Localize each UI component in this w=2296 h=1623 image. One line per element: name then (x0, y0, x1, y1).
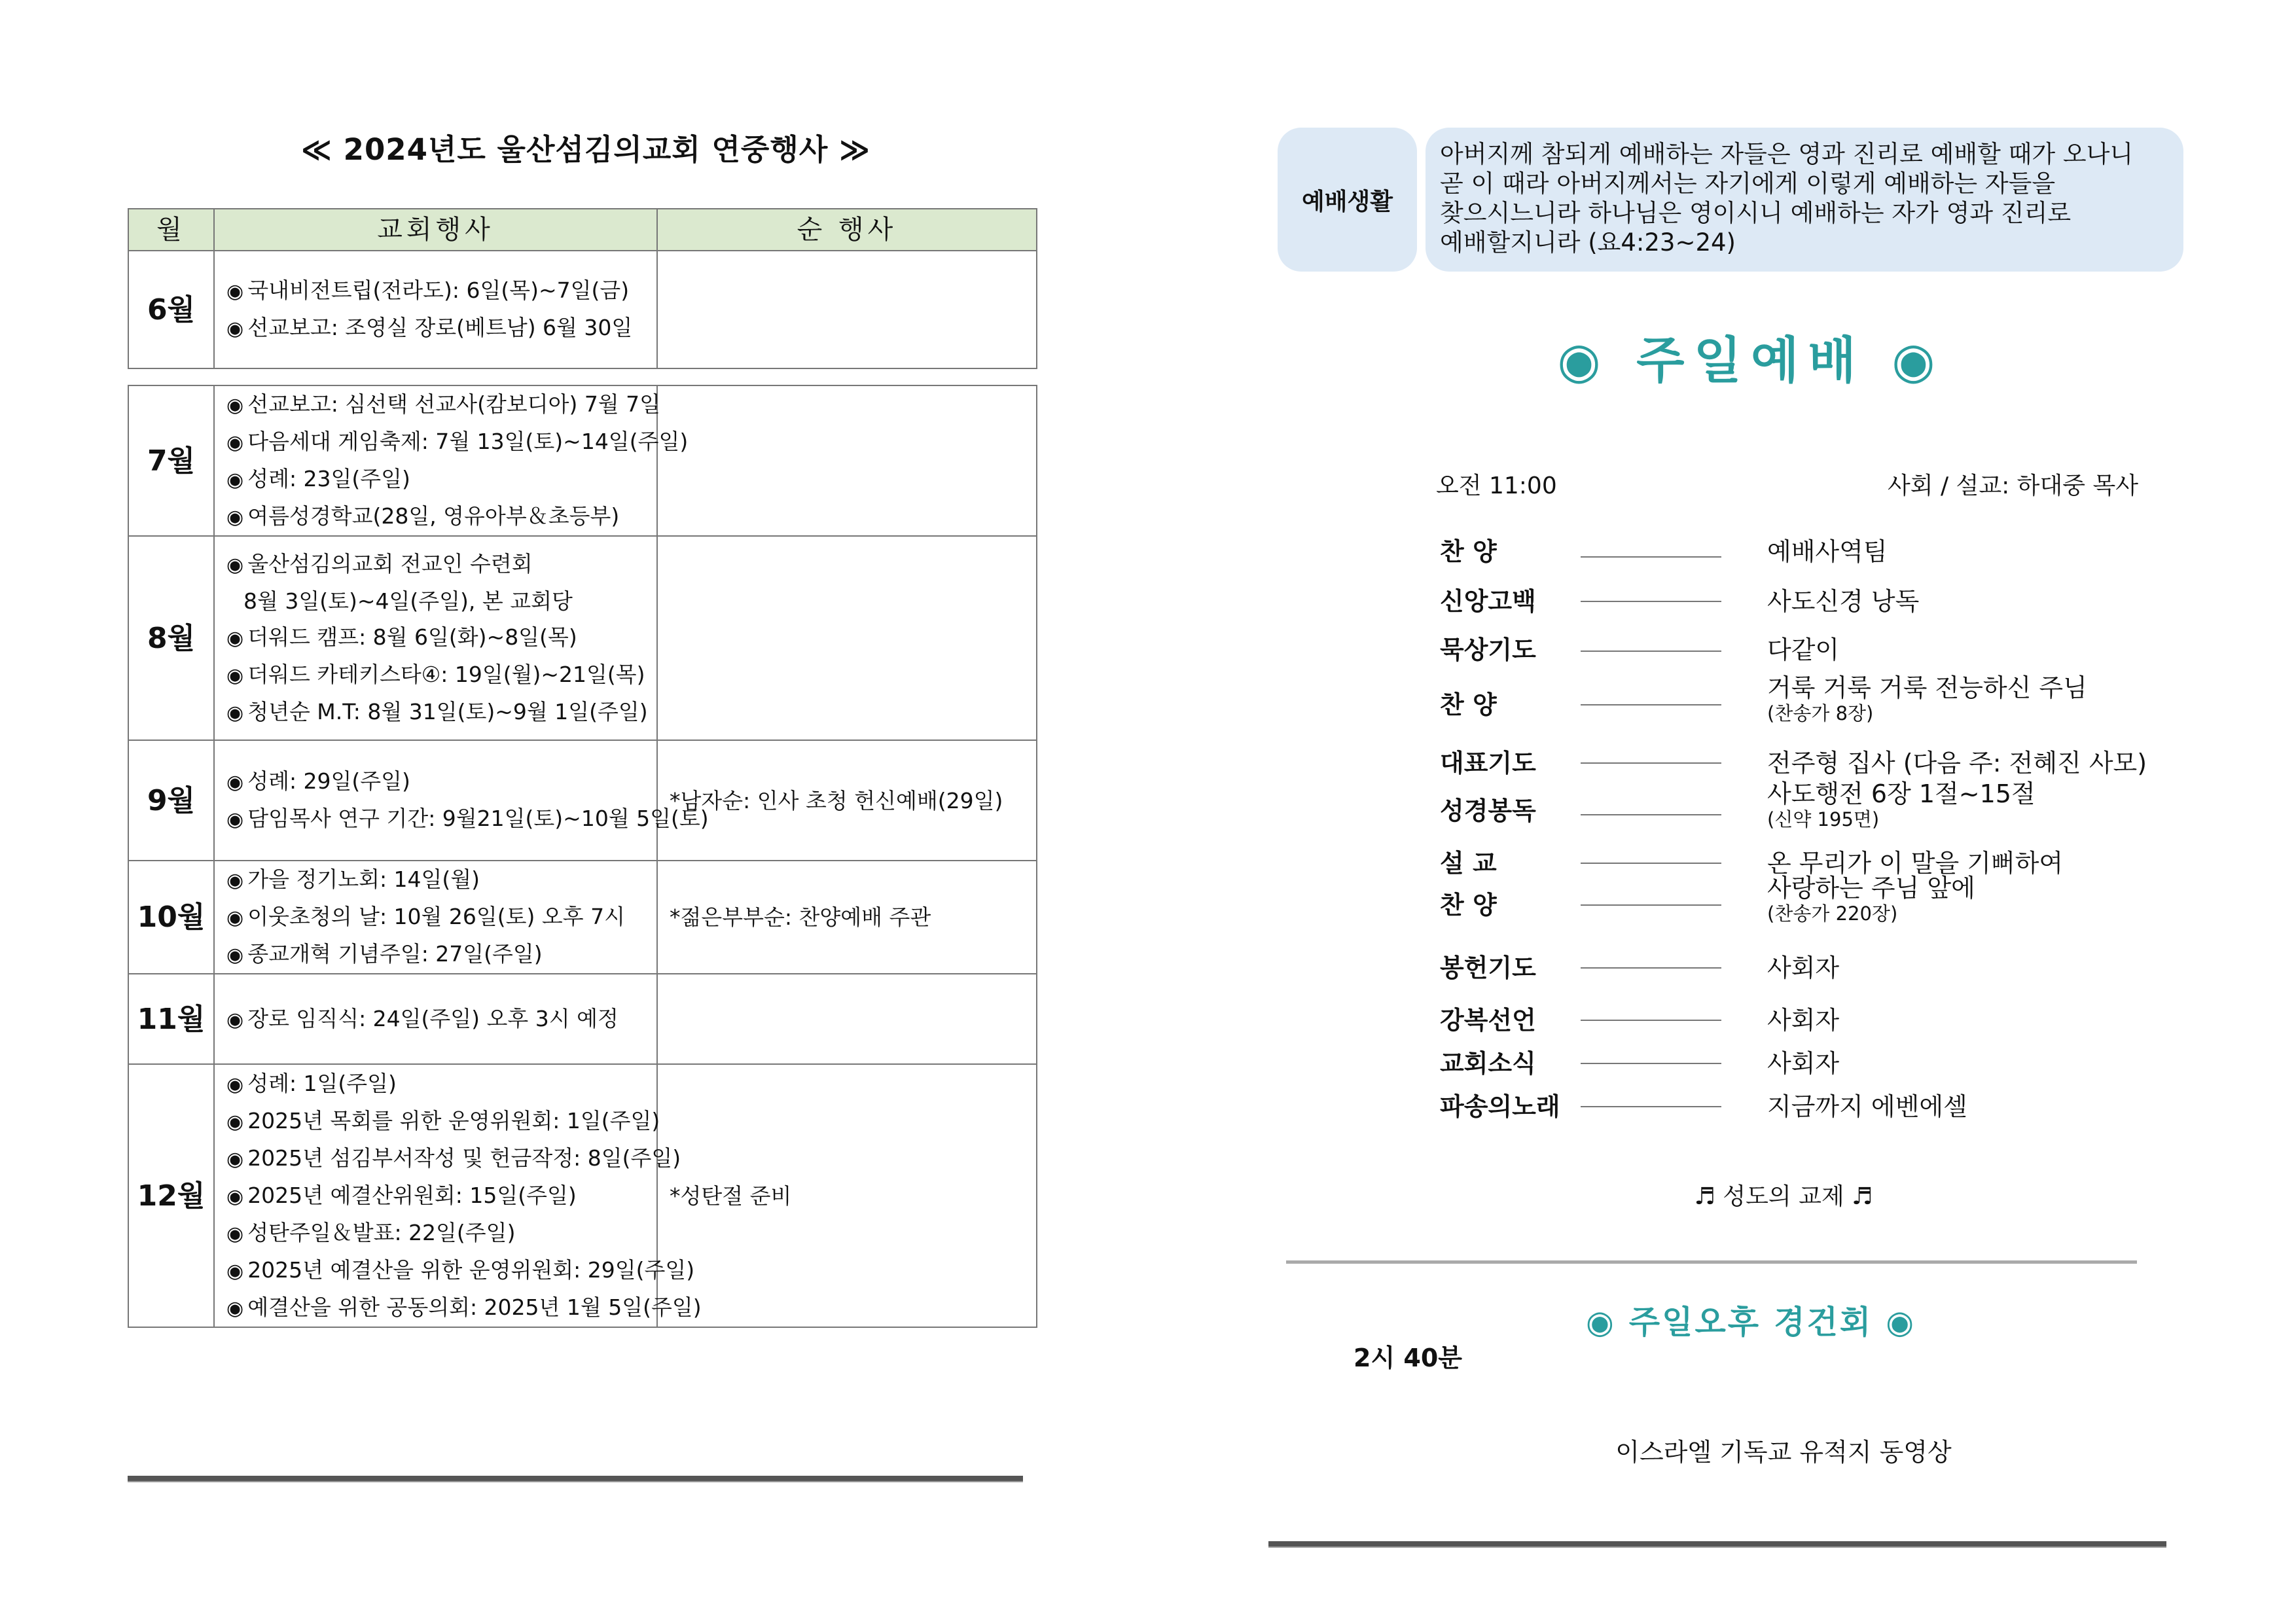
event-line (226, 1289, 702, 1327)
scripture-verse (1426, 128, 2183, 272)
sunday-worship-title: ◉ 주일예배 ◉ (1557, 331, 1945, 389)
order-item-leader-line (1581, 704, 1721, 705)
bullet-icon: ◉ (226, 1147, 244, 1171)
worship-life-tag (1278, 128, 1417, 272)
order-item-leader-line (1581, 1106, 1721, 1107)
event-text: 선교보고: 조영실 장로(베트남) 6월 30일 (247, 315, 633, 340)
order-item-value: 지금까지 에벤에셀 (1767, 1092, 1967, 1121)
event-text: 담임목사 연구 기간: 9월21일(토)~10월 5일(토) (247, 806, 709, 831)
event-text: 성례: 29일(주일) (247, 768, 410, 794)
event-line (226, 498, 656, 535)
event-line (226, 272, 656, 310)
event-text: 장로 임직식: 24일(주일) 오후 3시 예정 (247, 1005, 619, 1031)
order-item-label: 강복선언 (1440, 1006, 1536, 1035)
order-item-value: 사회자 (1767, 1006, 1840, 1035)
table-row (128, 1064, 1037, 1327)
worship-time: 오전 11:00 (1436, 473, 1557, 499)
bullet-icon: ◉ (226, 469, 244, 491)
event-text: 종교개혁 기념주일: 27일(주일) (247, 941, 543, 967)
order-item-leader-line (1581, 814, 1721, 815)
event-line (226, 310, 656, 347)
event-line (226, 694, 656, 731)
events-cell (214, 861, 657, 974)
order-item-leader-line (1581, 601, 1721, 602)
afternoon-service-time: 2시 40분 (1354, 1344, 1462, 1372)
order-item-label: 봉헌기도 (1440, 954, 1536, 982)
event-line (226, 461, 656, 498)
event-text: 이웃초청의 날: 10월 26일(토) 오후 7시 (247, 904, 626, 929)
event-text: 2025년 예결산위원회: 15일(주일) (247, 1182, 577, 1208)
event-line (226, 899, 656, 936)
order-item-label: 찬 양 (1440, 891, 1497, 919)
month-cell: 8월 (128, 536, 214, 740)
order-item-label: 교회소식 (1440, 1049, 1536, 1078)
group-event-cell: *젊은부부순: 찬양예배 주관 (657, 861, 1037, 974)
order-item-leader-line (1581, 904, 1721, 906)
event-text: 더워드 캠프: 8월 6일(화)~8일(목) (247, 624, 577, 650)
bullet-icon: ◉ (226, 394, 244, 417)
order-item-label: 성경봉독 (1440, 796, 1536, 825)
event-text: 성례: 23일(주일) (247, 466, 410, 491)
bullet-icon: ◉ (226, 944, 244, 967)
bullet-icon: ◉ (226, 1296, 244, 1320)
order-item-leader-line (1581, 863, 1721, 864)
header-group-events: 순 행사 (657, 209, 1037, 251)
event-line (226, 1177, 656, 1215)
order-item-value: 사도행전 6장 1절~15절 (1767, 779, 2036, 808)
events-cell (214, 536, 657, 740)
month-cell: 11월 (128, 974, 214, 1064)
afternoon-service-title: ◉ 주일오후 경건회 ◉ (1585, 1304, 1916, 1341)
order-item-value: 거룩 거룩 거룩 전능하신 주님 (1767, 673, 2087, 702)
event-text: 국내비전트립(전라도): 6일(목)~7일(금) (247, 277, 630, 303)
header-month: 월 (128, 209, 214, 251)
events-cell (214, 740, 709, 861)
month-cell: 10월 (128, 861, 214, 974)
order-item-leader-line (1581, 967, 1721, 969)
table-row (128, 861, 1037, 974)
event-text: 8월 3일(토)~4일(주일), 본 교회당 (243, 588, 573, 614)
event-line (226, 763, 656, 800)
event-line (226, 1252, 695, 1289)
event-line (226, 1103, 660, 1140)
events-cell (214, 385, 689, 536)
worship-leader: 사회 / 설교: 하대중 목사 (1887, 473, 2138, 499)
bullet-icon: ◉ (226, 1008, 244, 1031)
order-item-label: 신앙고백 (1440, 587, 1536, 616)
event-text: 선교보고: 심선택 선교사(캄보디아) 7월 7일 (247, 391, 661, 417)
event-text: 성례: 1일(주일) (247, 1070, 397, 1096)
page-title: ≪ 2024년도 울산섬김의교회 연중행사 ≫ (300, 132, 871, 167)
bottom-divider (1268, 1541, 2166, 1548)
order-item-value: 사도신경 낭독 (1767, 587, 1920, 616)
table-row (128, 251, 1037, 368)
verse-line: 예배할지니라 (요4:23~24) (1440, 228, 1736, 257)
bullet-icon: ◉ (226, 553, 244, 577)
event-text: 2025년 목회를 위한 운영위원회: 1일(주일) (247, 1107, 660, 1133)
event-line (226, 936, 656, 973)
afternoon-video-title: 이스라엘 기독교 유적지 동영상 (1615, 1438, 1952, 1467)
month-cell: 12월 (128, 1064, 214, 1327)
header-church-events: 교회행사 (214, 209, 657, 251)
bullet-icon: ◉ (226, 771, 244, 794)
order-item-value: 다같이 (1767, 635, 1840, 664)
group-event-cell (657, 251, 1037, 368)
verse-line: 찾으시느니라 하나님은 영이시니 예배하는 자가 영과 진리로 (1440, 199, 2072, 227)
order-item-value: 사랑하는 주님 앞에 (1767, 874, 1975, 902)
event-line (226, 1140, 681, 1177)
bullet-icon: ◉ (226, 869, 244, 892)
order-item-label: 파송의노래 (1440, 1092, 1560, 1121)
group-event-cell (657, 536, 1037, 740)
order-item-value: 온 무리가 이 말을 기뻐하여 (1767, 849, 2064, 878)
table-header-row (128, 209, 1037, 251)
table-row (128, 974, 1037, 1064)
order-item-label: 찬 양 (1440, 690, 1497, 719)
bullet-icon: ◉ (226, 808, 244, 831)
order-item-leader-line (1581, 762, 1721, 764)
event-line (226, 656, 656, 694)
month-cell: 6월 (128, 251, 214, 368)
bullet-icon: ◉ (226, 1259, 244, 1283)
bullet-icon: ◉ (226, 1073, 244, 1096)
section-divider (1286, 1260, 2137, 1264)
fellowship-note: ♬ 성도의 교제 ♬ (1694, 1183, 1873, 1210)
order-item-leader-line (1581, 651, 1721, 652)
event-line (226, 546, 656, 583)
verse-line: 아버지께 참되게 예배하는 자들은 영과 진리로 예배할 때가 오나니 (1440, 140, 2134, 168)
events-table-july-december (128, 385, 1037, 1328)
events-cell (214, 974, 657, 1064)
group-event-cell: *남자순: 인사 초청 헌신예배(29일) (657, 740, 1037, 861)
event-text: 다음세대 게임축제: 7월 13일(토)~14일(주일) (247, 429, 689, 454)
event-line (226, 861, 656, 899)
bullet-icon: ◉ (226, 701, 244, 724)
month-cell: 7월 (128, 385, 214, 536)
worship-life-label: 예배생활 (1301, 188, 1393, 215)
event-line (226, 1065, 656, 1103)
group-event-cell: *성탄절 준비 (657, 1064, 1037, 1327)
event-text: 가을 정기노회: 14일(월) (247, 866, 480, 892)
verse-line: 곧 이 때라 아버지께서는 자기에게 이렇게 예배하는 자들을 (1440, 169, 2056, 198)
event-line (226, 1001, 656, 1038)
event-line (226, 800, 709, 838)
order-item-value: 전주형 집사 (다음 주: 전혜진 사모) (1767, 749, 2147, 777)
bullet-icon: ◉ (226, 317, 244, 340)
table-row (128, 536, 1037, 740)
event-text: 예결산을 위한 공동의회: 2025년 1월 5일(주일) (247, 1294, 702, 1320)
order-item-value: 예배사역팀 (1767, 537, 1888, 566)
event-text: 여름성경학교(28일, 영유아부＆초등부) (247, 503, 620, 529)
order-item-label: 설 교 (1440, 849, 1497, 878)
event-text: 청년순 M.T: 8월 31일(토)~9월 1일(주일) (247, 698, 648, 724)
bullet-icon: ◉ (226, 1222, 244, 1245)
group-event-cell (657, 385, 1037, 536)
event-line (226, 619, 656, 656)
order-item-note: (찬송가 8장) (1767, 702, 1874, 724)
table-row (128, 385, 1037, 536)
bullet-icon: ◉ (226, 431, 244, 454)
event-text: 2025년 섬김부서작성 및 헌금작정: 8일(주일) (247, 1145, 681, 1171)
bullet-icon: ◉ (226, 626, 244, 650)
bullet-icon: ◉ (226, 1185, 244, 1208)
event-line (226, 423, 689, 461)
bullet-icon: ◉ (226, 280, 244, 303)
event-line (226, 1215, 656, 1252)
events-cell (214, 251, 657, 368)
events-table-june (128, 208, 1037, 369)
order-item-value: 사회자 (1767, 1049, 1840, 1078)
bullet-icon: ◉ (226, 664, 244, 687)
group-event-cell (657, 974, 1037, 1064)
order-item-label: 대표기도 (1440, 749, 1536, 777)
bullet-icon: ◉ (226, 506, 244, 529)
bottom-divider (128, 1476, 1023, 1482)
order-item-label: 찬 양 (1440, 537, 1497, 566)
event-text: 2025년 예결산을 위한 운영위원회: 29일(주일) (247, 1257, 695, 1283)
order-item-note: (신약 195면) (1767, 808, 1880, 830)
month-cell: 9월 (128, 740, 214, 861)
order-item-leader-line (1581, 1063, 1721, 1064)
events-cell (214, 1064, 702, 1327)
order-item-value: 사회자 (1767, 954, 1840, 982)
order-item-leader-line (1581, 556, 1721, 558)
bullet-icon: ◉ (226, 1110, 244, 1133)
order-item-label: 묵상기도 (1440, 635, 1536, 664)
event-text: 울산섬김의교회 전교인 수련회 (247, 550, 533, 577)
event-line (226, 583, 656, 619)
table-row (128, 740, 1037, 861)
event-text: 성탄주일＆발표: 22일(주일) (247, 1219, 516, 1245)
event-text: 더워드 카테키스타④: 19일(월)~21일(목) (247, 661, 645, 687)
bullet-icon: ◉ (226, 906, 244, 929)
event-line (226, 386, 661, 423)
order-item-leader-line (1581, 1020, 1721, 1021)
order-item-note: (찬송가 220장) (1767, 902, 1898, 925)
